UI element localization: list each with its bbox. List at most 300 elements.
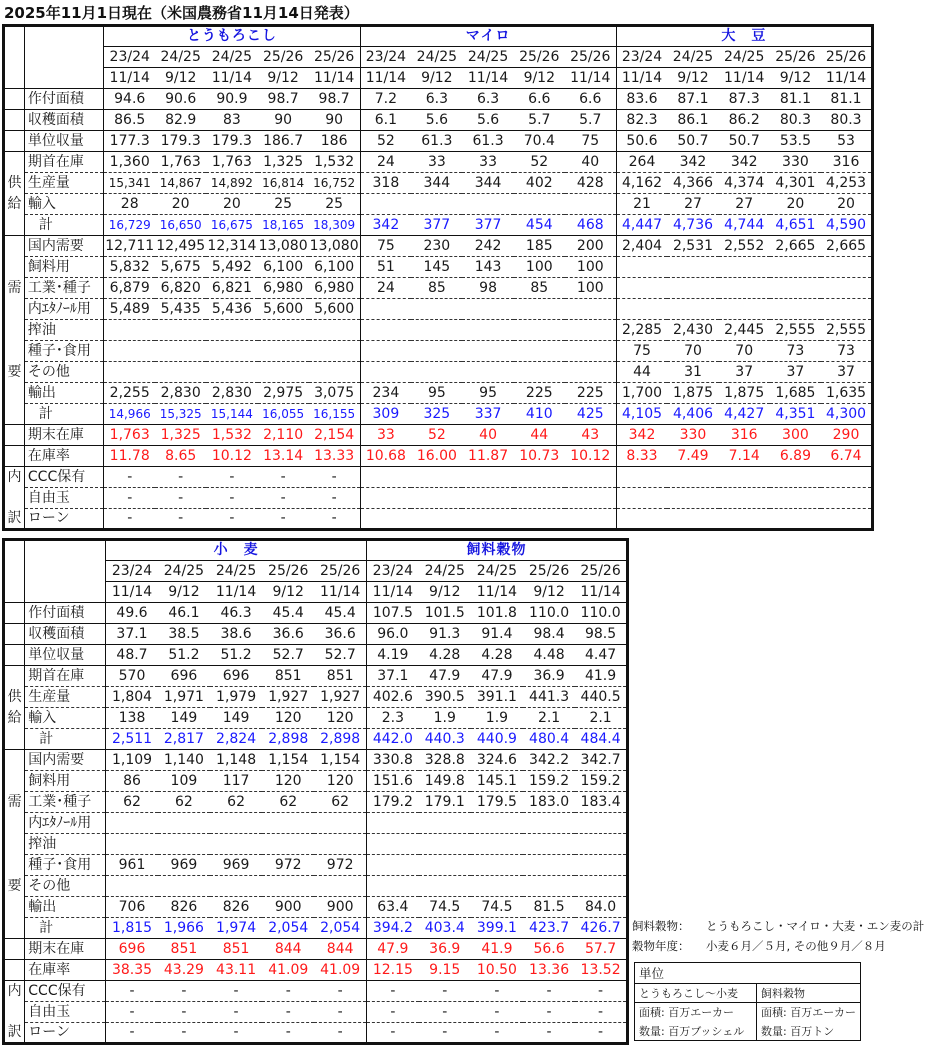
column-header-dates: 11/14	[575, 582, 627, 603]
data-cell: -	[262, 981, 314, 1002]
row-label-production: 生産量	[25, 687, 106, 708]
data-cell: 85	[411, 278, 462, 299]
data-cell: 37	[821, 362, 872, 383]
units-col1-header: とうもろこし～小麦	[635, 984, 757, 1003]
data-cell: 426.7	[575, 918, 627, 939]
data-cell	[309, 320, 360, 341]
data-cell: 20	[770, 194, 821, 215]
data-cell	[367, 876, 419, 897]
data-cell: 70	[719, 341, 770, 362]
row-label-domestic: 国内需要	[25, 750, 106, 771]
data-cell: 98.7	[258, 89, 309, 110]
data-cell: 402.6	[367, 687, 419, 708]
data-cell: 318	[360, 173, 411, 194]
data-cell: 90	[258, 110, 309, 131]
column-header-years: 24/25	[210, 561, 262, 582]
data-cell: 342	[667, 152, 718, 173]
units-legend	[634, 962, 861, 1041]
data-cell: 5,489	[104, 299, 155, 320]
data-cell	[419, 834, 471, 855]
data-cell: 900	[262, 897, 314, 918]
data-cell: 330	[770, 152, 821, 173]
data-cell: 290	[821, 425, 872, 446]
table-row-feed	[4, 257, 873, 278]
side-label	[4, 236, 25, 257]
data-cell	[360, 362, 411, 383]
data-cell: 14,892	[206, 173, 257, 194]
data-cell: 50.7	[667, 131, 718, 152]
side-label	[4, 813, 25, 834]
side-label: 訳	[4, 509, 25, 530]
units-title: 単位	[639, 966, 665, 981]
data-cell: 5,832	[104, 257, 155, 278]
data-cell: 44	[616, 362, 667, 383]
column-header-years: 25/26	[262, 561, 314, 582]
data-cell: -	[106, 981, 158, 1002]
data-cell	[575, 855, 627, 876]
data-cell	[770, 299, 821, 320]
column-header-years: 25/26	[770, 47, 821, 68]
data-cell: 696	[106, 939, 158, 960]
data-cell: 27	[667, 194, 718, 215]
data-cell	[419, 876, 471, 897]
data-cell: 570	[106, 666, 158, 687]
row-label-free: 自由玉	[24, 488, 103, 509]
column-header-years: 25/26	[821, 47, 872, 68]
side-label	[4, 1002, 25, 1023]
crop-year-note-value: 小麦６月／５月, その他９月／８月	[706, 939, 886, 953]
data-cell: 101.8	[471, 603, 523, 624]
data-cell: 120	[262, 708, 314, 729]
data-cell	[575, 834, 627, 855]
data-cell: 179.1	[419, 792, 471, 813]
data-cell: 851	[158, 939, 210, 960]
data-cell: -	[523, 1002, 575, 1023]
data-cell: 1,974	[210, 918, 262, 939]
data-cell: 969	[158, 855, 210, 876]
data-cell	[514, 509, 565, 530]
data-cell	[471, 855, 523, 876]
column-header-dates: 11/14	[719, 68, 770, 89]
row-label-imports: 輸入	[25, 708, 106, 729]
data-cell: 16,155	[309, 404, 360, 425]
data-cell: 13.36	[523, 960, 575, 981]
row-label-production: 生産量	[24, 173, 103, 194]
column-header-years: 25/26	[309, 47, 360, 68]
data-cell: 844	[262, 939, 314, 960]
data-cell	[523, 876, 575, 897]
data-cell	[104, 320, 155, 341]
data-cell	[411, 488, 462, 509]
row-label-demand-total: 計	[24, 404, 103, 425]
data-cell: 2,285	[616, 320, 667, 341]
data-cell	[106, 876, 158, 897]
data-cell: -	[575, 981, 627, 1002]
data-cell: 399.1	[471, 918, 523, 939]
side-label	[4, 603, 25, 624]
data-cell	[514, 488, 565, 509]
row-label-beginning: 期首在庫	[24, 152, 103, 173]
data-cell	[258, 362, 309, 383]
column-header-dates: 9/12	[770, 68, 821, 89]
data-cell: 84.0	[575, 897, 627, 918]
data-cell: 1,763	[104, 425, 155, 446]
data-cell: 1,971	[158, 687, 210, 708]
data-cell	[616, 299, 667, 320]
bottom-supply-demand-table	[2, 538, 629, 1045]
data-cell: 21	[616, 194, 667, 215]
table-row-ethanol	[4, 299, 873, 320]
crop-header-row	[4, 26, 873, 47]
column-header-years: 24/25	[419, 561, 471, 582]
data-cell	[770, 488, 821, 509]
side-label	[4, 320, 25, 341]
data-cell: 159.2	[575, 771, 627, 792]
row-label-ccc: CCC保有	[24, 467, 103, 488]
side-label	[4, 383, 25, 404]
data-cell: 81.1	[821, 89, 872, 110]
column-header-dates: 9/12	[155, 68, 206, 89]
feed-grains-note	[632, 918, 924, 934]
data-cell	[309, 362, 360, 383]
column-header-years: 23/24	[360, 47, 411, 68]
data-cell	[158, 876, 210, 897]
data-cell: -	[309, 488, 360, 509]
data-cell: 38.35	[106, 960, 158, 981]
data-cell: 51.2	[210, 645, 262, 666]
data-cell: 2,445	[719, 320, 770, 341]
data-cell: 11.87	[462, 446, 513, 467]
data-cell: 390.5	[419, 687, 471, 708]
data-cell: 330.8	[367, 750, 419, 771]
data-cell: 117	[210, 771, 262, 792]
data-cell: 43.29	[158, 960, 210, 981]
column-header-dates: 11/14	[210, 582, 262, 603]
data-cell: 83	[206, 110, 257, 131]
data-cell: 25	[309, 194, 360, 215]
data-cell: 324.6	[471, 750, 523, 771]
data-cell	[104, 362, 155, 383]
data-cell: 851	[314, 666, 366, 687]
data-cell	[770, 467, 821, 488]
row-label-exports: 輸出	[24, 383, 103, 404]
data-cell: 82.3	[616, 110, 667, 131]
data-cell: 185	[514, 236, 565, 257]
data-cell: 2,898	[314, 729, 366, 750]
data-cell	[106, 834, 158, 855]
data-cell: 4.47	[575, 645, 627, 666]
crop-header: とうもろこし	[104, 26, 360, 47]
data-cell	[821, 257, 872, 278]
data-cell: 62	[210, 792, 262, 813]
data-cell: 16,729	[104, 215, 155, 236]
data-cell	[155, 341, 206, 362]
data-cell: 9.15	[419, 960, 471, 981]
data-cell: 47.9	[471, 666, 523, 687]
data-cell	[821, 299, 872, 320]
column-header-dates: 11/14	[616, 68, 667, 89]
data-cell	[210, 876, 262, 897]
data-cell	[523, 834, 575, 855]
data-cell: 73	[770, 341, 821, 362]
data-cell: 177.3	[104, 131, 155, 152]
side-label	[4, 215, 25, 236]
row-label-free: 自由玉	[25, 1002, 106, 1023]
column-header-years: 25/26	[258, 47, 309, 68]
data-cell: 80.3	[770, 110, 821, 131]
data-cell: -	[367, 1002, 419, 1023]
data-cell	[514, 320, 565, 341]
table-row-yield	[4, 645, 628, 666]
side-label	[4, 750, 25, 771]
column-header-dates: 9/12	[158, 582, 210, 603]
data-cell: 91.3	[419, 624, 471, 645]
row-label-ending: 期末在庫	[24, 425, 103, 446]
row-label-demand-total: 計	[25, 918, 106, 939]
data-cell: 5,600	[309, 299, 360, 320]
data-cell: 52.7	[314, 645, 366, 666]
table-row-free	[4, 1002, 628, 1023]
data-cell: 706	[106, 897, 158, 918]
data-cell: 1,109	[106, 750, 158, 771]
data-cell: 6.3	[462, 89, 513, 110]
data-cell: 90	[309, 110, 360, 131]
table-row-imports	[4, 708, 628, 729]
data-cell: 230	[411, 236, 462, 257]
data-cell	[309, 341, 360, 362]
data-cell: 10.50	[471, 960, 523, 981]
data-cell: 4,366	[667, 173, 718, 194]
data-cell	[523, 855, 575, 876]
data-cell: 41.09	[262, 960, 314, 981]
data-cell: 6.89	[770, 446, 821, 467]
data-cell: 33	[360, 425, 411, 446]
data-cell: 1,685	[770, 383, 821, 404]
data-cell	[667, 509, 718, 530]
data-cell	[411, 509, 462, 530]
data-cell: 480.4	[523, 729, 575, 750]
data-cell	[360, 509, 411, 530]
data-cell: 961	[106, 855, 158, 876]
data-cell: 18,165	[258, 215, 309, 236]
row-label-other: その他	[24, 362, 103, 383]
data-cell: 440.5	[575, 687, 627, 708]
data-cell: 16,650	[155, 215, 206, 236]
table-row-industrial	[4, 792, 628, 813]
data-cell	[419, 855, 471, 876]
data-cell	[411, 320, 462, 341]
data-cell: 183.0	[523, 792, 575, 813]
data-cell: 2,430	[667, 320, 718, 341]
data-cell: 120	[314, 771, 366, 792]
data-cell: -	[367, 1023, 419, 1044]
data-cell: 851	[262, 666, 314, 687]
column-header-years: 25/26	[514, 47, 565, 68]
data-cell: 316	[719, 425, 770, 446]
data-cell: 100	[565, 278, 616, 299]
data-cell: 61.3	[462, 131, 513, 152]
data-cell: 1,700	[616, 383, 667, 404]
data-cell	[367, 855, 419, 876]
data-cell: 75	[616, 341, 667, 362]
data-cell: -	[523, 1023, 575, 1044]
data-cell: 225	[514, 383, 565, 404]
data-cell: -	[471, 1002, 523, 1023]
data-cell: 51	[360, 257, 411, 278]
column-header-years: 24/25	[667, 47, 718, 68]
data-cell: 14,867	[155, 173, 206, 194]
data-cell: -	[158, 1002, 210, 1023]
side-label	[4, 645, 25, 666]
data-cell: 377	[411, 215, 462, 236]
data-cell: 98.5	[575, 624, 627, 645]
row-label-exports: 輸出	[25, 897, 106, 918]
data-cell: 1,140	[158, 750, 210, 771]
column-header-years: 23/24	[106, 561, 158, 582]
table-row-other	[4, 362, 873, 383]
data-cell	[719, 509, 770, 530]
data-cell	[514, 341, 565, 362]
data-cell	[462, 341, 513, 362]
data-cell: 1.9	[471, 708, 523, 729]
data-cell: 2,552	[719, 236, 770, 257]
data-cell: 441.3	[523, 687, 575, 708]
data-cell: 16,814	[258, 173, 309, 194]
data-cell: 826	[158, 897, 210, 918]
data-cell	[158, 813, 210, 834]
data-cell: 12,711	[104, 236, 155, 257]
data-cell: 972	[314, 855, 366, 876]
data-cell: 8.33	[616, 446, 667, 467]
data-cell	[210, 813, 262, 834]
data-cell: 107.5	[367, 603, 419, 624]
data-cell	[314, 876, 366, 897]
data-cell	[821, 467, 872, 488]
data-cell: 264	[616, 152, 667, 173]
data-cell	[616, 488, 667, 509]
side-label	[4, 131, 25, 152]
side-label: 供	[4, 173, 25, 194]
row-label-beginning: 期首在庫	[25, 666, 106, 687]
data-cell: 1,154	[314, 750, 366, 771]
data-cell: -	[106, 1023, 158, 1044]
data-cell: 2,255	[104, 383, 155, 404]
data-cell: 6,100	[309, 257, 360, 278]
feed-grains-note-value: とうもろこし・マイロ・大麦・エン麦の計	[706, 919, 925, 933]
table-row-ending	[4, 939, 628, 960]
table-row-crush	[4, 320, 873, 341]
data-cell: 4.48	[523, 645, 575, 666]
data-cell: 972	[262, 855, 314, 876]
data-cell: 344	[462, 173, 513, 194]
data-cell	[462, 320, 513, 341]
data-cell: 63.4	[367, 897, 419, 918]
data-cell: 87.3	[719, 89, 770, 110]
data-cell: 6,879	[104, 278, 155, 299]
table-row-harvested	[4, 110, 873, 131]
data-cell	[471, 876, 523, 897]
row-label-industrial: 工業･種子	[25, 792, 106, 813]
data-cell: 70.4	[514, 131, 565, 152]
units-col1-area: 面積: 百万エーカー	[635, 1003, 757, 1022]
data-cell: 20	[821, 194, 872, 215]
data-cell: 16,055	[258, 404, 309, 425]
data-cell: 16,675	[206, 215, 257, 236]
data-cell: 85	[514, 278, 565, 299]
table-row-supply-total	[4, 729, 628, 750]
data-cell	[471, 813, 523, 834]
column-header-dates: 9/12	[258, 68, 309, 89]
data-cell: 56.6	[523, 939, 575, 960]
data-cell	[514, 194, 565, 215]
data-cell: 2,817	[158, 729, 210, 750]
column-header-dates: 9/12	[262, 582, 314, 603]
data-cell: 391.1	[471, 687, 523, 708]
data-cell: 47.9	[419, 666, 471, 687]
data-cell: 149	[158, 708, 210, 729]
data-cell: 377	[462, 215, 513, 236]
data-cell: 12,495	[155, 236, 206, 257]
data-cell	[360, 341, 411, 362]
data-cell: -	[155, 509, 206, 530]
table-row-beginning	[4, 152, 873, 173]
data-cell	[719, 299, 770, 320]
data-cell: 25	[258, 194, 309, 215]
data-cell	[667, 299, 718, 320]
data-cell	[158, 834, 210, 855]
table-row-ratio	[4, 446, 873, 467]
data-cell: -	[258, 509, 309, 530]
crop-header: 飼料穀物	[367, 540, 628, 561]
side-label	[4, 152, 25, 173]
data-cell: 2,975	[258, 383, 309, 404]
crop-header-row	[4, 540, 628, 561]
data-cell: 37	[770, 362, 821, 383]
header-row-dates	[4, 68, 873, 89]
table-row-domestic	[4, 236, 873, 257]
data-cell: 10.73	[514, 446, 565, 467]
data-cell: 179.3	[206, 131, 257, 152]
data-cell: 43.11	[210, 960, 262, 981]
data-cell: 4,406	[667, 404, 718, 425]
data-cell: -	[471, 1023, 523, 1044]
data-cell: 36.6	[314, 624, 366, 645]
row-label-harvested: 収穫面積	[24, 110, 103, 131]
data-cell: 5.6	[411, 110, 462, 131]
data-cell: 183.4	[575, 792, 627, 813]
column-header-dates: 11/14	[314, 582, 366, 603]
data-cell: 2.1	[575, 708, 627, 729]
data-cell: -	[309, 509, 360, 530]
data-cell: 440.9	[471, 729, 523, 750]
data-cell: 37.1	[106, 624, 158, 645]
side-label: 要	[4, 362, 25, 383]
data-cell: 342	[719, 152, 770, 173]
data-cell: 151.6	[367, 771, 419, 792]
data-cell: 300	[770, 425, 821, 446]
data-cell: -	[206, 488, 257, 509]
data-cell: 1,763	[155, 152, 206, 173]
data-cell: 5,492	[206, 257, 257, 278]
data-cell: 74.5	[419, 897, 471, 918]
data-cell: 24	[360, 278, 411, 299]
data-cell: 7.14	[719, 446, 770, 467]
column-header-years: 25/26	[565, 47, 616, 68]
data-cell: 159.2	[523, 771, 575, 792]
data-cell: -	[155, 467, 206, 488]
data-cell: 38.6	[210, 624, 262, 645]
side-label: 内	[4, 981, 25, 1002]
